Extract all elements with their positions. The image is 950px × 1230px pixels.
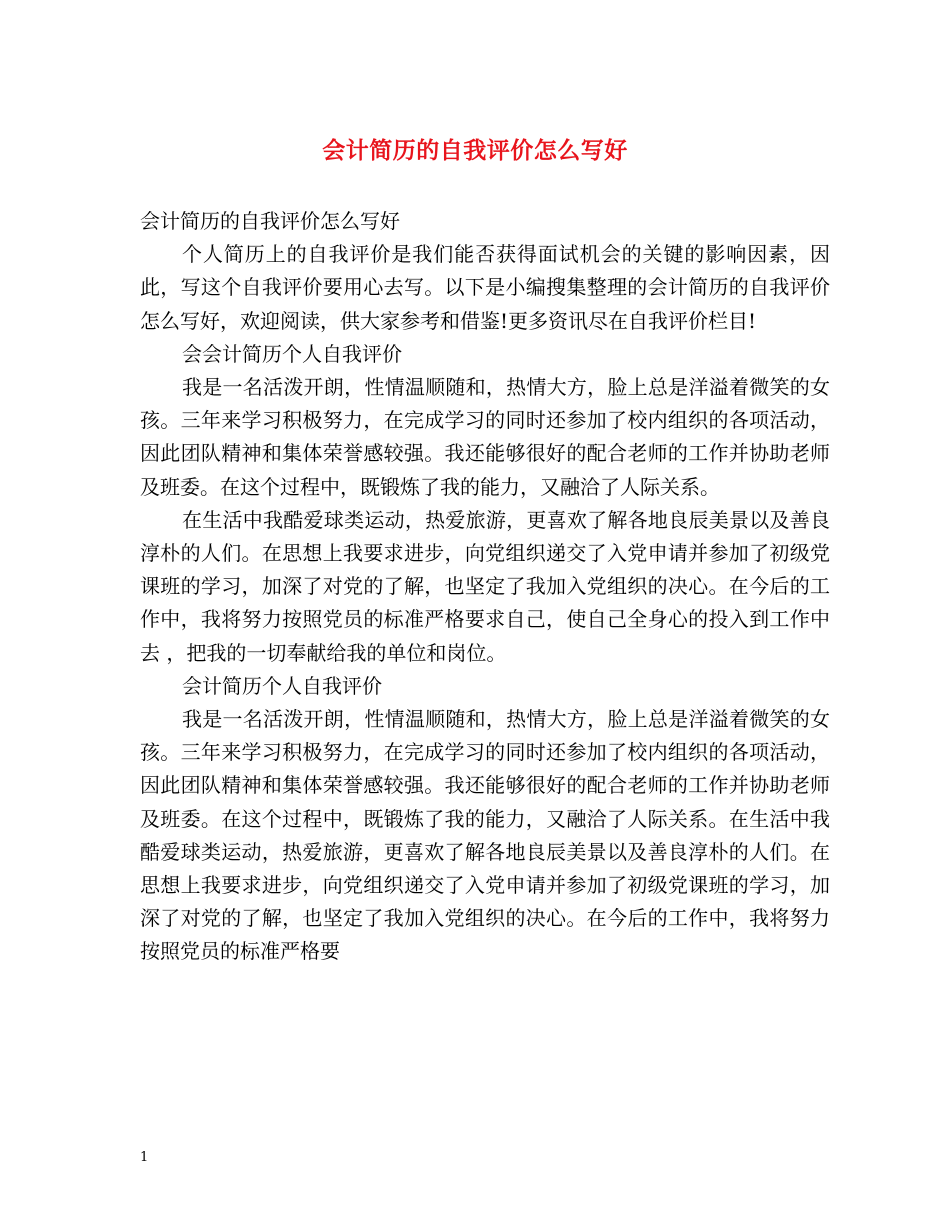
paragraph-intro: 个人简历上的自我评价是我们能否获得面试机会的关键的影响因素，因此，写这个自我评价要用心去写。以下是小编搜集整理的会计简历的自我评价怎么写好，欢迎阅读，供大家参考和借鉴!更多资讯尽在自我评价栏目! xyxy=(140,242,830,333)
paragraph-life-and-ideals: 在生活中我酷爱球类运动，热爱旅游，更喜欢了解各地良辰美景以及善良淳朴的人们。在思想上我要求进步，向党组织递交了入党申请并参加了初级党课班的学习，加深了对党的了解，也坚定了我加入党组织的决心。在今后的工作中，我将努力按照党员的标准严格要求自己，使自己全身心的投入到工作中去 ，把我的一切奉献给我的单位和岗位。 xyxy=(140,507,830,665)
paragraph-self-description-2: 我是一名活泼开朗，性情温顺随和，热情大方，脸上总是洋溢着微笑的女孩。三年来学习积极努力，在完成学习的同时还参加了校内组织的各项活动，因此团队精神和集体荣誉感较强。我还能够很好的配合老师的工作并协助老师及班委。在这个过程中，既锻炼了我的能力，又融洽了人际关系。在生活中我酷爱球类运动，热爱旅游，更喜欢了解各地良辰美景以及善良淳朴的人们。在思想上我要求进步，向党组织递交了入党申请并参加了初级党课班的学习，加深了对党的了解，也坚定了我加入党组织的决心。在今后的工作中，我将努力按照党员的标准严格要 xyxy=(140,707,830,964)
page-number: 1 xyxy=(140,1150,149,1165)
document-title: 会计简历的自我评价怎么写好 xyxy=(322,137,628,164)
document-body xyxy=(140,205,830,969)
paragraph-self-description-1: 我是一名活泼开朗，性情温顺随和，热情大方，脸上总是洋溢着微笑的女孩。三年来学习积极努力，在完成学习的同时还参加了校内组织的各项活动，因此团队精神和集体荣誉感较强。我还能够很好的配合老师的工作并协助老师及班委。在这个过程中，既锻炼了我的能力，又融洽了人际关系。 xyxy=(140,375,830,499)
section-heading-2: 会计简历个人自我评价 xyxy=(182,673,382,698)
paragraph-heading: 会计简历的自我评价怎么写好 xyxy=(140,209,400,233)
section-heading-1: 会会计简历个人自我评价 xyxy=(182,341,402,366)
